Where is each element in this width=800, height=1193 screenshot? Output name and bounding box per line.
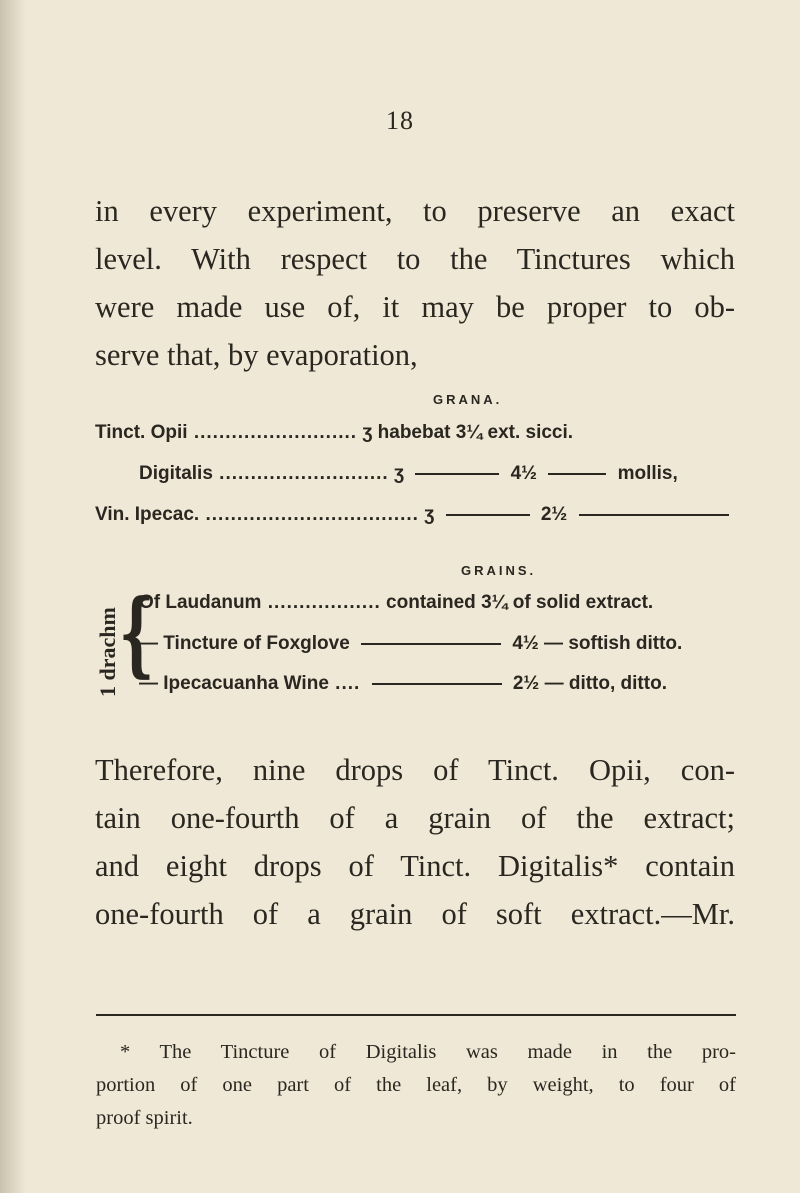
ditto-rule — [415, 473, 499, 475]
leader-dots: .... — [328, 673, 361, 694]
paragraph-1 — [95, 187, 735, 379]
grains-row-note: — ditto, ditto. — [544, 673, 667, 694]
grains-row-note: — softish ditto. — [544, 633, 683, 654]
ditto-rule — [446, 514, 530, 516]
grains-row-laudanum — [139, 592, 653, 614]
leader-dots: .................................. — [199, 504, 419, 525]
grana-row-opii — [95, 422, 573, 444]
paragraph-2-line-3: and eight drops of Tinct. Digitalis* contain — [95, 849, 735, 883]
brace-icon: { — [118, 579, 155, 687]
footnote-line-3: proof spirit. — [96, 1107, 193, 1129]
footnote — [96, 1036, 736, 1135]
paragraph-2-line-2: tain one-fourth of a grain of the extract; — [95, 801, 735, 835]
grains-row-label: Of Laudanum — [139, 592, 262, 613]
grains-row-foxglove — [139, 633, 682, 655]
page-gutter-shadow — [0, 0, 26, 1193]
grains-row-note: of solid extract. — [512, 592, 654, 613]
grains-caption: GRAINS. — [461, 563, 537, 578]
grana-row-measure: ʒ — [424, 504, 435, 525]
footnote-line-1: * The Tincture of Digitalis was made in the pro- — [120, 1041, 736, 1063]
grana-row-digitalis — [139, 463, 678, 485]
grana-row-measure: ʒ — [362, 422, 373, 443]
drachm-side-label: 1 drachm — [95, 607, 120, 697]
grana-row-amount: 3¼ — [455, 422, 483, 443]
page-number: 18 — [386, 106, 414, 135]
ditto-rule — [372, 683, 502, 685]
ditto-rule — [579, 514, 729, 516]
grains-row-ipecacuanha — [139, 673, 667, 695]
footnote-line-2: portion of one part of the leaf, by weight, to four of — [96, 1074, 736, 1096]
paragraph-1-line-2: level. With respect to the Tinctures which — [95, 242, 735, 276]
grana-row-amount: 4½ — [510, 463, 537, 484]
grana-row-verb: habebat — [377, 422, 451, 443]
leader-dots: .......................... — [187, 422, 358, 443]
grana-row-label: Tinct. Opii — [95, 422, 188, 443]
paragraph-2-line-1: Therefore, nine drops of Tinct. Opii, con- — [95, 753, 735, 787]
paragraph-1-line-3: were made use of, it may be proper to ob- — [95, 290, 735, 324]
grains-table — [95, 563, 735, 703]
grana-row-amount: 2½ — [540, 504, 568, 525]
grana-row-ipecac — [95, 504, 735, 526]
grana-row-label: Vin. Ipecac. — [95, 504, 200, 525]
grains-row-label: — Tincture of Foxglove — [139, 633, 350, 654]
grana-row-note: mollis, — [617, 463, 678, 484]
paragraph-1-line-4: serve that, by evaporation, — [95, 338, 418, 372]
paragraph-2-line-4: one-fourth of a grain of soft extract.—Mr. — [95, 897, 735, 931]
paragraph-2 — [95, 746, 735, 938]
paragraph-1-line-1: in every experiment, to preserve an exact — [95, 194, 735, 228]
grains-row-amount: 4½ — [512, 633, 539, 654]
leader-dots: .................. — [261, 592, 381, 613]
grana-caption: GRANA. — [433, 392, 503, 407]
grana-row-measure: ʒ — [394, 463, 405, 484]
grana-row-label: Digitalis — [139, 463, 213, 484]
grains-row-amount: 3¼ — [481, 592, 508, 613]
grains-row-verb: contained — [386, 592, 476, 613]
ditto-rule — [548, 473, 606, 475]
ditto-rule — [361, 643, 501, 645]
footnote-divider — [96, 1014, 736, 1016]
grains-row-amount: 2½ — [512, 673, 540, 694]
grains-row-label: — Ipecacuanha Wine — [139, 673, 329, 694]
grana-table — [95, 392, 735, 532]
grana-row-note: ext. sicci. — [487, 422, 574, 443]
leader-dots: ........................... — [212, 463, 389, 484]
